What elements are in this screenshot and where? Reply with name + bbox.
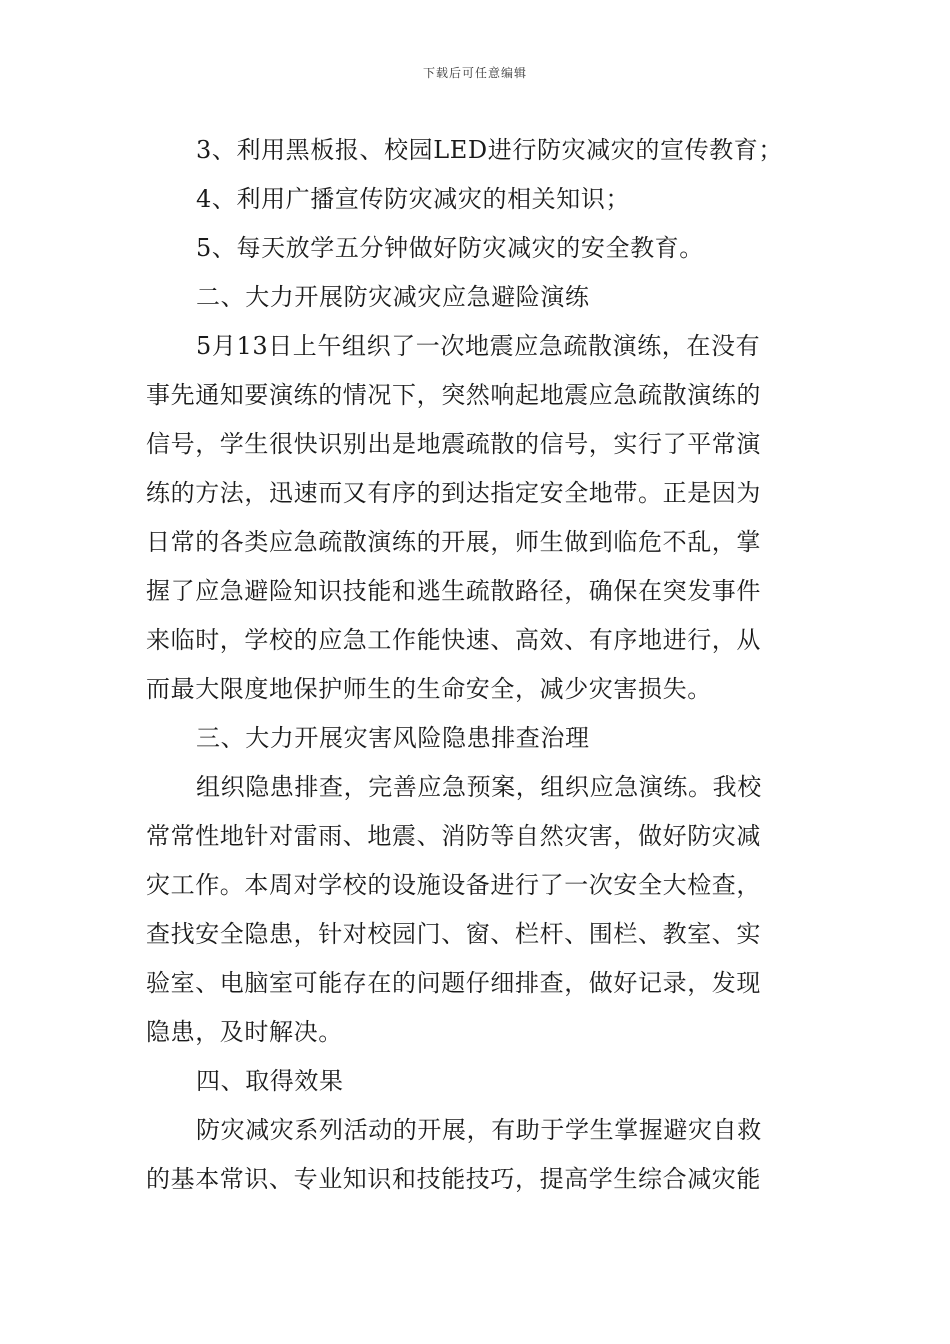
- section-heading-4: 四、取得效果: [196, 1067, 344, 1095]
- paragraph-line: 常常性地针对雷雨、地震、消防等自然灾害，做好防灾减: [146, 822, 761, 850]
- document-body: [146, 126, 806, 1204]
- list-item-4: 4、利用广播宣传防灾减灾的相关知识；: [196, 185, 631, 213]
- paragraph-line: 组织隐患排查，完善应急预案，组织应急演练。我校: [196, 773, 762, 801]
- page-header-note: 下载后可任意编辑: [422, 66, 527, 80]
- list-item-5: 5、每天放学五分钟做好防灾减灾的安全教育。: [196, 234, 704, 262]
- paragraph-line: 验室、电脑室可能存在的问题仔细排查，做好记录，发现: [146, 969, 761, 997]
- paragraph-line: 练的方法，迅速而又有序的到达指定安全地带。正是因为: [146, 479, 761, 507]
- paragraph-line: 事先通知要演练的情况下，突然响起地震应急疏散演练的: [146, 381, 761, 409]
- paragraph-line: 来临时，学校的应急工作能快速、高效、有序地进行，从: [146, 626, 761, 654]
- paragraph-line: 日常的各类应急疏散演练的开展，师生做到临危不乱，掌: [146, 528, 761, 556]
- paragraph-line: 隐患，及时解决。: [146, 1018, 343, 1046]
- paragraph-line: 信号，学生很快识别出是地震疏散的信号，实行了平常演: [146, 430, 761, 458]
- section-heading-2: 二、大力开展防灾减灾应急避险演练: [196, 283, 590, 311]
- paragraph-line: 查找安全隐患，针对校园门、窗、栏杆、围栏、教室、实: [146, 920, 761, 948]
- paragraph-line: 的基本常识、专业知识和技能技巧，提高学生综合减灾能: [146, 1165, 761, 1193]
- section-heading-3: 三、大力开展灾害风险隐患排查治理: [196, 724, 590, 752]
- paragraph-line: 灾工作。本周对学校的设施设备进行了一次安全大检查，: [146, 871, 761, 899]
- paragraph-line: 防灾减灾系列活动的开展，有助于学生掌握避灾自救: [196, 1116, 762, 1144]
- paragraph-line: 5月13日上午组织了一次地震应急疏散演练，在没有: [196, 332, 761, 360]
- list-item-3: 3、利用黑板报、校园LED进行防灾减灾的宣传教育；: [196, 136, 783, 164]
- paragraph-line: 握了应急避险知识技能和逃生疏散路径，确保在突发事件: [146, 577, 761, 605]
- paragraph-line: 而最大限度地保护师生的生命安全，减少灾害损失。: [146, 675, 712, 703]
